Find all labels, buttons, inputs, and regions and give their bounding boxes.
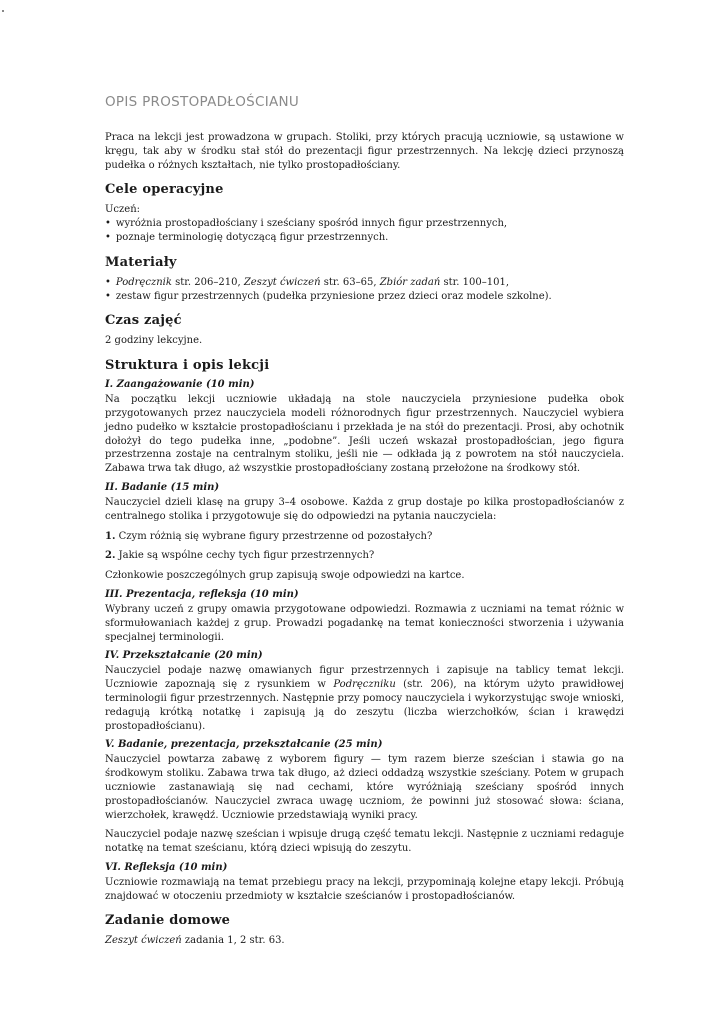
list-item: • wyróżnia prostopadłościany i sześciany spośród innych figur przestrzennych,: [105, 217, 624, 231]
question: [105, 549, 624, 563]
zadanie-text: [105, 934, 624, 948]
section-text: Nauczyciel podaje nazwę sześcian i wpisuje drugą część tematu lekcji. Następnie z uczniami redaguje notatkę na temat sześcianu, którą dzieci wpisują do zeszytu.: [105, 829, 624, 855]
czas-text: 2 godziny lekcyjne.: [105, 335, 203, 347]
pages: str. 206–210,: [171, 276, 244, 288]
cele-heading: Cele operacyjne: [105, 182, 224, 198]
materialy-heading: Materiały: [105, 254, 177, 270]
section-heading: II. Badanie (15 min): [105, 481, 220, 493]
text-part: Nauczyciel podaje nazwę omawianych figur przestrzennych i zapisuje na tablicy temat lekcji. Uczniowie zapoznają się z rysunkiem w: [105, 665, 624, 691]
section-text: [105, 664, 624, 733]
section-heading: VI. Refleksja (10 min): [105, 861, 228, 873]
question-text: Czym różnią się wybrane figury przestrzenne od pozostałych?: [115, 530, 433, 542]
cele-list: [105, 217, 624, 245]
book-title: Zeszyt ćwiczeń: [243, 276, 321, 288]
book-title: Podręcznik: [115, 276, 172, 288]
section-heading: IV. Przekształcanie (20 min): [105, 650, 263, 662]
question: [105, 530, 624, 544]
section-text: Na początku lekcji uczniowie układają na stole nauczyciela przyniesione pudełka obok przygotowanych przez nauczyciela modeli różnorodnych figur przestrzennych. Nauczyciel wybiera jedno pudełko w kształcie prostopadłościanu i przekłada je na stół do prezentacji. Prosi, aby ochotnik dołożył do tego pudełka inne, „podobne”. Jeśli uczeń wskazał prostopadłościan, jego figura przestrzenna zostaje na centralnym stoliku, jeśli nie — odkłada ją z powrotem na stół nauczyciela. Zabawa trwa tak długo, aż wszystkie prostopadłościany zostaną przełożone na środkowy stół.: [105, 394, 624, 475]
zadanie-heading: Zadanie domowe: [105, 913, 231, 929]
cele-lead: Uczeń:: [105, 204, 141, 216]
pages: str. 100–101,: [440, 276, 510, 288]
intro-paragraph: Praca na lekcji jest prowadzona w grupach. Stoliki, przy których pracują uczniowie, są ustawione w kręgu, tak aby w środku stał stół do prezentacji figur przestrzennych. Na lekcję dzieci przynoszą pudełka o różnych kształtach, nie tylko prostopadłościany.: [105, 132, 624, 171]
section-heading: I. Zaangażowanie (10 min): [105, 379, 255, 391]
book-title: Zbiór zadań: [379, 276, 441, 288]
book-title: Podręczniku: [333, 679, 396, 691]
book-title: Zeszyt ćwiczeń: [105, 935, 182, 947]
materialy-list: [105, 276, 624, 304]
section-text: Członkowie poszczególnych grup zapisują swoje odpowiedzi na kartce.: [105, 570, 465, 582]
question-number: 2.: [105, 550, 116, 562]
section-heading: III. Prezentacja, refleksja (10 min): [105, 588, 299, 600]
list-item: • poznaje terminologię dotyczącą figur przestrzennych.: [105, 231, 624, 245]
section-text: Nauczyciel dzieli klasę na grupy 3–4 osobowe. Każda z grup dostaje po kilka prostopadłościanów z centralnego stolika i przygotowuje się do odpowiedzi na pytania nauczyciela:: [105, 496, 624, 522]
czas-heading: Czas zajęć: [105, 313, 182, 329]
section-text: Uczniowie rozmawiają na temat przebiegu pracy na lekcji, przypominają kolejne etapy lekcji. Próbują znajdować w otoczeniu przedmioty w kształcie sześcianów i prostopadłościanów.: [105, 876, 624, 902]
question-text: Jakie są wspólne cechy tych figur przestrzennych?: [115, 550, 375, 562]
section-heading: V. Badanie, prezentacja, przekształcanie (25 min): [105, 739, 383, 751]
struktura-heading: Struktura i opis lekcji: [105, 358, 270, 374]
page-content: [105, 94, 624, 948]
list-item: [105, 276, 624, 290]
list-item: • zestaw figur przestrzennych (pudełka przyniesione przez dzieci oraz modele szkolne).: [105, 290, 624, 304]
section-text: Wybrany uczeń z grupy omawia przygotowane odpowiedzi. Rozmawia z uczniami na temat różnic w sformułowaniach każdej z grup. Prowadzi pogadankę na temat konieczności stworzenia i używania specjalnej terminologii.: [105, 603, 624, 643]
text-part: (str. 206), na którym użyto prawidłowej terminologii figur przestrzennych. Następnie przy pomocy nauczyciela i wykorzystując swoje wnioski, redagują krótką notatkę i zapisują ją do zeszytu (liczba wierzchołków, ścian i krawędzi prostopadłościanu).: [105, 679, 624, 732]
text-part: zadania 1, 2 str. 63.: [181, 935, 285, 947]
page-title: OPIS PROSTOPADŁOŚCIANU: [105, 94, 300, 110]
margin-mark: [2, 10, 4, 12]
section-text: Nauczyciel powtarza zabawę z wyborem figury — tym razem bierze sześcian i stawia go na środkowym stoliku. Zabawa trwa tak długo, aż dzieci oddadzą wszystkie sześciany. Potem w grupach uczniowie zastanawiają się nad cechami, które wyróżniają sześciany spośród innych prostopadłościanów. Nauczyciel zwraca uwagę uczniom, że powinni już stosować słowa: ściana, wierzchołek, krawędź. Uczniowie przedstawiają wyniki pracy.: [105, 754, 624, 821]
question-number: 1.: [105, 530, 116, 542]
pages: str. 63–65,: [320, 276, 380, 288]
